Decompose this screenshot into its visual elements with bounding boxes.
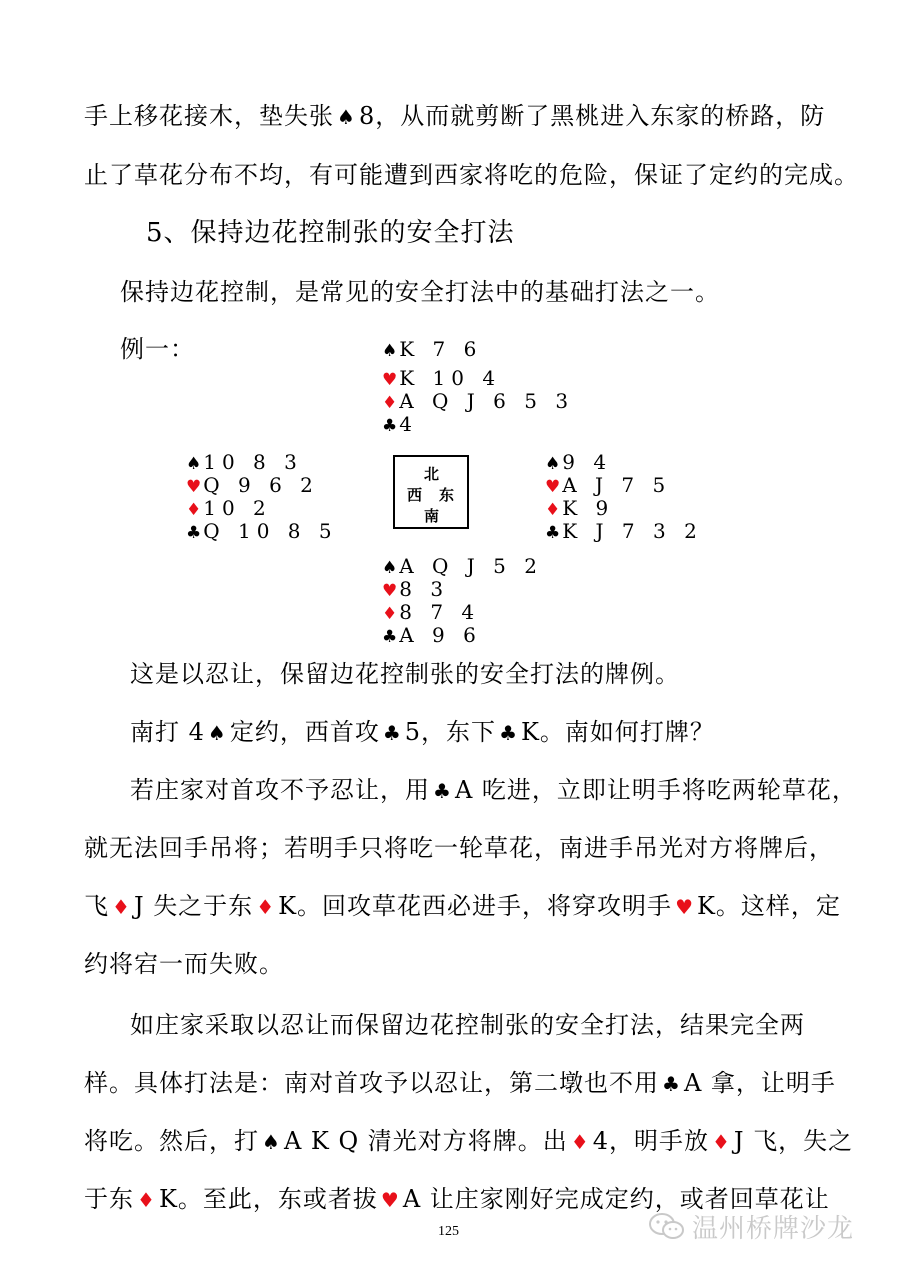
hand-row: ♣ Q 10 8 5 (186, 519, 338, 543)
text-line: 于东 ♦ K。至此，东或者拔 ♥ A 让庄家刚好完成定约，或者回草花让 (84, 1185, 830, 1213)
hand-row: ♥ 8 3 (382, 577, 450, 601)
club-icon: ♣ (499, 721, 518, 745)
diamond-icon: ♦ (545, 500, 561, 520)
south-hand (382, 556, 543, 648)
text-line: 止了草花分布不均，有可能遭到西家将吃的危险，保证了定约的完成。 (84, 161, 859, 189)
diamond-icon: ♦ (112, 895, 131, 919)
text-line: 保持边花控制，是常见的安全打法中的基础打法之一。 (120, 278, 720, 306)
diamond-icon: ♦ (256, 895, 276, 919)
hand-row: ♦ K 9 (545, 496, 615, 520)
heart-icon: ♥ (545, 477, 561, 497)
diamond-icon: ♦ (570, 1130, 590, 1154)
spade-icon: ♠ (337, 105, 356, 129)
west-hand (186, 452, 338, 544)
text-line: 这是以忍让，保留边花控制张的安全打法的牌例。 (130, 660, 680, 688)
hand-row: ♦ 8 7 4 (382, 600, 481, 624)
text-line: 飞 ♦ J 失之于东 ♦ K。回攻草花西必进手，将穿攻明手 ♥ K。这样，定 (84, 892, 841, 920)
compass-west: 西 (407, 486, 423, 504)
hand-row: ♣ A 9 6 (382, 623, 482, 647)
heart-icon: ♥ (675, 895, 694, 919)
club-icon: ♣ (186, 523, 202, 543)
club-icon: ♣ (545, 523, 561, 543)
text-line: 如庄家采取以忍让而保留边花控制张的安全打法，结果完全两 (130, 1011, 805, 1039)
hand-row: ♦ A Q J 6 5 3 (382, 389, 575, 413)
hand-row: ♦ 10 2 (186, 496, 272, 520)
text-line: 将吃。然后，打 ♠ A K Q 清光对方将牌。出 ♦ 4，明手放 ♦ J 飞，失之 (84, 1127, 854, 1155)
diamond-icon: ♦ (711, 1130, 731, 1154)
text-line: 若庄家对首攻不予忍让，用 ♣ A 吃进，立即让明手将吃两轮草花， (130, 776, 857, 804)
compass-east: 东 (439, 486, 455, 504)
hand-row: ♣ 4 (382, 412, 418, 436)
spade-icon: ♠ (262, 1130, 281, 1154)
north-hand (382, 339, 574, 437)
club-icon: ♣ (382, 627, 398, 647)
text-line: 约将宕一而失败。 (84, 950, 284, 978)
compass-box (393, 455, 469, 529)
hand-row: ♠ 10 8 3 (186, 450, 303, 474)
heart-icon: ♥ (382, 581, 398, 601)
hand-row: ♥ K 10 4 (382, 366, 502, 390)
hand-row: ♣ K J 7 3 2 (545, 519, 703, 543)
text-line: 南打 4 ♠ 定约，西首攻 ♣ 5，东下 ♣ K。南如何打牌？ (130, 718, 715, 746)
watermark (648, 1208, 854, 1245)
hand-row: ♥ A J 7 5 (545, 473, 672, 497)
watermark-text: 温州桥牌沙龙 (692, 1214, 855, 1244)
compass-north: 北 (424, 465, 440, 483)
diamond-icon: ♦ (382, 604, 398, 624)
page-number: 125 (438, 1224, 459, 1239)
spade-icon: ♠ (545, 454, 561, 474)
diamond-icon: ♦ (186, 500, 202, 520)
spade-icon: ♠ (382, 341, 398, 361)
spade-icon: ♠ (186, 454, 202, 474)
hand-row: ♠ K 7 6 (382, 337, 483, 361)
example-label: 例一： (120, 335, 195, 363)
hand-row: ♠ A Q J 5 2 (382, 554, 543, 578)
hand-row: ♥ Q 9 6 2 (186, 473, 319, 497)
section-heading: 5、保持边花控制张的安全打法 (146, 218, 515, 248)
club-icon: ♣ (433, 779, 452, 803)
diamond-icon: ♦ (382, 393, 398, 413)
east-hand (545, 452, 703, 544)
heart-icon: ♥ (382, 370, 398, 390)
compass-south: 南 (424, 507, 440, 525)
text-line: 就无法回手吊将；若明手只将吃一轮草花，南进手吊光对方将牌后， (84, 834, 834, 862)
heart-icon: ♥ (380, 1188, 400, 1212)
text-line: 样。具体打法是：南对首攻予以忍让，第二墩也不用 ♣ A 拿，让明手 (84, 1069, 836, 1097)
diamond-icon: ♦ (137, 1188, 156, 1212)
club-icon: ♣ (662, 1072, 681, 1096)
spade-icon: ♠ (207, 721, 227, 745)
club-icon: ♣ (382, 721, 402, 745)
text-line: 手上移花接木，垫失张 ♠ 8，从而就剪断了黑桃进入东家的桥路，防 (84, 102, 826, 130)
wechat-icon (648, 1212, 686, 1242)
heart-icon: ♥ (186, 477, 202, 497)
club-icon: ♣ (382, 416, 398, 436)
spade-icon: ♠ (382, 558, 398, 578)
hand-row: ♠ 9 4 (545, 450, 613, 474)
